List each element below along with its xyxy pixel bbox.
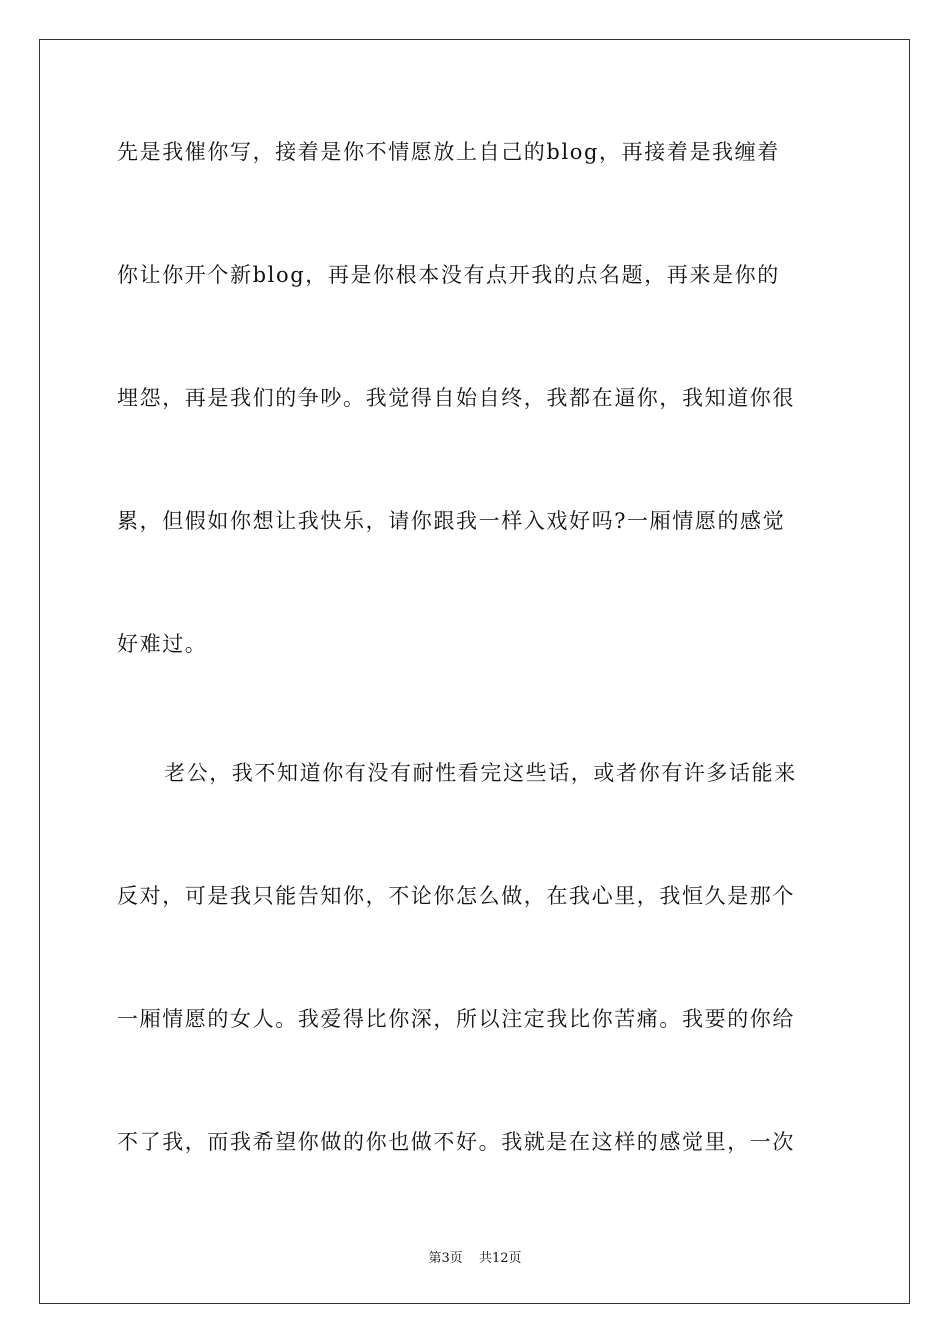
paragraph-2-line-3: 一厢情愿的女人。我爱得比你深，所以注定我比你苦痛。我要的你给	[117, 1007, 795, 1031]
paragraph-2-line-2: 反对，可是我只能告知你，不论你怎么做，在我心里，我恒久是那个	[117, 884, 795, 908]
paragraph-1-line-4: 累，但假如你想让我快乐，请你跟我一样入戏好吗?一厢情愿的感觉	[117, 509, 786, 533]
paragraph-1-line-5: 好难过。	[117, 632, 208, 656]
page-number: 第3页	[428, 1251, 463, 1266]
page-total: 共12页	[478, 1251, 522, 1266]
page-footer	[0, 1247, 950, 1266]
paragraph-2-line-1: 老公，我不知道你有没有耐性看完这些话，或者你有许多话能来	[164, 761, 797, 785]
page-frame	[39, 39, 910, 1304]
paragraph-1-line-2: 你让你开个新blog，再是你根本没有点开我的点名题，再来是你的	[117, 263, 780, 287]
paragraph-1-line-3: 埋怨，再是我们的争吵。我觉得自始自终，我都在逼你，我知道你很	[117, 386, 795, 410]
paragraph-1-line-1: 先是我催你写，接着是你不情愿放上自己的blog，再接着是我缠着	[117, 140, 780, 164]
paragraph-2-line-4: 不了我，而我希望你做的你也做不好。我就是在这样的感觉里，一次	[117, 1130, 795, 1154]
